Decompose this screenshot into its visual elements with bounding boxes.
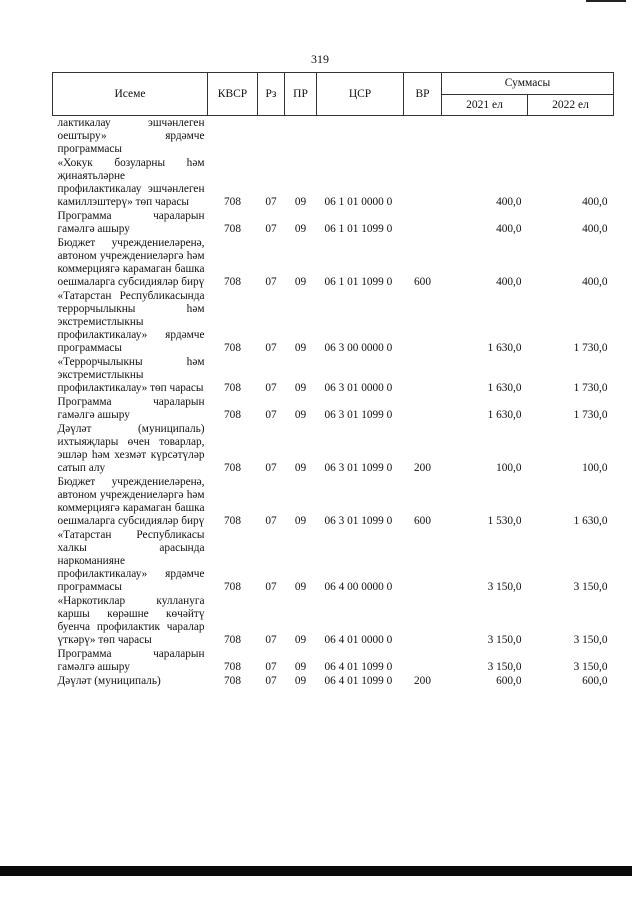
row-name: «Татарстан Республикасында террорчылыкны һәм экстремистлыкны профилактикалау» ярдәмче программасы (57, 290, 205, 354)
row-kvsr: 708 (224, 223, 241, 235)
row-vr: 600 (414, 276, 431, 288)
row-name: Бюджет учреждениеләренә, автоном учреждениеләргә һәм коммерциягә карамаган башка оешмаларга субсидияләр бирү (57, 476, 205, 527)
row-2022-sum: 100,0 (582, 462, 608, 474)
row-csr: 06 1 01 0000 0 (324, 196, 393, 208)
row-rz: 07 (265, 675, 277, 687)
table-row (53, 355, 614, 395)
scan-corner-mark (586, 0, 626, 2)
row-name: Программа чараларын гамәлгә ашыру (57, 648, 205, 673)
row-csr: 06 3 01 1099 0 (324, 462, 393, 474)
row-2021-sum: 600,0 (496, 675, 522, 687)
row-pr: 09 (294, 223, 307, 235)
row-kvsr: 708 (224, 382, 241, 394)
row-2021-sum: 400,0 (496, 223, 522, 235)
row-vr (404, 116, 442, 157)
row-2021-sum: 400,0 (496, 196, 522, 208)
table-row (53, 395, 614, 422)
row-2022-sum: 1 730,0 (573, 382, 608, 394)
row-pr: 09 (294, 515, 307, 527)
scan-bottom-bar (0, 866, 640, 876)
row-name: Программа чараларын гамәлгә ашыру (57, 396, 205, 421)
row-pr: 09 (294, 581, 307, 593)
row-vr (404, 594, 442, 647)
row-pr (285, 116, 317, 157)
row-pr: 09 (294, 634, 307, 646)
row-kvsr: 708 (224, 581, 241, 593)
row-rz: 07 (265, 223, 277, 235)
row-name: лактикалау эшчәнлеген оештыру» ярдәмче программасы (57, 117, 205, 155)
row-rz: 07 (265, 276, 277, 288)
row-2022-sum: 3 150,0 (573, 581, 608, 593)
row-csr: 06 3 01 1099 0 (324, 409, 393, 421)
table-header (53, 73, 614, 116)
row-rz: 07 (265, 196, 277, 208)
row-kvsr: 708 (224, 409, 241, 421)
row-2022-sum: 400,0 (582, 196, 608, 208)
row-2021-sum: 3 150,0 (487, 661, 522, 673)
table-row (53, 475, 614, 528)
table-body (53, 116, 614, 689)
header-csr: ЦСР (317, 73, 404, 116)
row-vr (404, 528, 442, 594)
table-row (53, 594, 614, 647)
row-rz: 07 (265, 342, 277, 354)
row-2021-sum: 3 150,0 (487, 581, 522, 593)
row-name: «Татарстан Республикасы халкы арасында наркоманияне профилактикалау» ярдәмче программасы (57, 529, 205, 593)
row-2021-sum: 1 630,0 (487, 382, 522, 394)
row-name: Дәүләт (муниципаль) (57, 675, 161, 687)
header-pr: ПР (285, 73, 317, 116)
table-row (53, 422, 614, 475)
row-pr: 09 (294, 409, 307, 421)
row-2021-sum: 100,0 (496, 462, 522, 474)
table-row (53, 289, 614, 355)
header-2022: 2022 ел (528, 95, 614, 116)
row-pr: 09 (294, 382, 307, 394)
table-row (53, 116, 614, 157)
row-2021-sum: 1 530,0 (487, 515, 522, 527)
row-vr: 200 (414, 675, 431, 687)
row-rz: 07 (265, 462, 277, 474)
row-kvsr: 708 (224, 634, 241, 646)
row-kvsr: 708 (224, 342, 241, 354)
row-2022-sum: 1 730,0 (573, 342, 608, 354)
row-2022-sum (528, 116, 614, 157)
row-name: Программа чараларын гамәлгә ашыру (57, 210, 205, 235)
row-2022-sum: 400,0 (582, 276, 608, 288)
table-row (53, 647, 614, 674)
row-kvsr: 708 (224, 661, 241, 673)
row-vr (404, 355, 442, 395)
row-csr: 06 3 01 0000 0 (324, 382, 393, 394)
row-vr: 600 (414, 515, 431, 527)
row-2022-sum: 3 150,0 (573, 661, 608, 673)
row-rz: 07 (265, 409, 277, 421)
row-pr: 09 (294, 661, 307, 673)
row-name: Дәүләт (муниципаль) ихтыяҗлары өчен товарлар, эшләр һәм хезмәт күрсәтүләр сатып алу (57, 423, 205, 474)
table-row (53, 674, 614, 688)
row-csr: 06 3 00 0000 0 (324, 342, 393, 354)
row-vr: 200 (414, 462, 431, 474)
row-name: Бюджет учреждениеләренә, автоном учреждениеләргә һәм коммерциягә карамаган башка оешмаларга субсидияләр бирү (57, 237, 205, 288)
table-row (53, 528, 614, 594)
row-vr (404, 156, 442, 209)
row-vr (404, 647, 442, 674)
row-csr: 06 1 01 1099 0 (324, 276, 393, 288)
row-2021-sum: 400,0 (496, 276, 522, 288)
header-sums: Суммасы (442, 73, 614, 95)
row-csr: 06 3 01 1099 0 (324, 515, 393, 527)
header-vr: ВР (404, 73, 442, 116)
scan-right-edge (632, 0, 640, 905)
row-csr: 06 4 01 1099 0 (324, 661, 393, 673)
row-name: «Хокук бозуларны һәм җинаятьләрне профилактикалау эшчәнлеген камиллэштерү» төп чарасы (57, 157, 205, 208)
header-name: Исеме (53, 73, 208, 116)
row-pr: 09 (294, 462, 307, 474)
row-pr: 09 (294, 342, 307, 354)
budget-table (52, 72, 614, 688)
row-rz: 07 (265, 382, 277, 394)
page-number: 319 (311, 52, 329, 66)
row-2022-sum: 600,0 (582, 675, 608, 687)
table-row (53, 209, 614, 236)
header-rz: Рз (258, 73, 285, 116)
row-pr: 09 (294, 675, 307, 687)
row-csr: 06 4 01 0000 0 (324, 634, 393, 646)
row-kvsr: 708 (224, 675, 241, 687)
row-kvsr: 708 (224, 515, 241, 527)
row-vr (404, 209, 442, 236)
row-rz: 07 (265, 661, 277, 673)
row-csr (317, 116, 404, 157)
row-pr: 09 (294, 276, 307, 288)
row-rz: 07 (265, 581, 277, 593)
row-kvsr (208, 116, 258, 157)
table-row (53, 236, 614, 289)
row-name: «Террорчылыкны һәм экстремистлыкны профилактикалау» төп чарасы (57, 356, 205, 394)
row-2021-sum (442, 116, 528, 157)
row-rz: 07 (265, 515, 277, 527)
header-2021: 2021 ел (442, 95, 528, 116)
row-2022-sum: 1 730,0 (573, 409, 608, 421)
row-2022-sum: 1 630,0 (573, 515, 608, 527)
row-name: «Наркотиклар куллануга каршы көрәшне көчәйтү буенча профилактик чаралар үткәрү» төп чарасы (57, 595, 205, 646)
row-vr (404, 395, 442, 422)
table-row (53, 156, 614, 209)
header-kvsr: КВСР (208, 73, 258, 116)
row-kvsr: 708 (224, 276, 241, 288)
row-2021-sum: 3 150,0 (487, 634, 522, 646)
row-kvsr: 708 (224, 462, 241, 474)
row-pr: 09 (294, 196, 307, 208)
row-rz (258, 116, 285, 157)
row-csr: 06 4 01 1099 0 (324, 675, 393, 687)
row-rz: 07 (265, 634, 277, 646)
row-2022-sum: 400,0 (582, 223, 608, 235)
row-2021-sum: 1 630,0 (487, 342, 522, 354)
row-2021-sum: 1 630,0 (487, 409, 522, 421)
row-kvsr: 708 (224, 196, 241, 208)
row-2022-sum: 3 150,0 (573, 634, 608, 646)
row-csr: 06 1 01 1099 0 (324, 223, 393, 235)
row-vr (404, 289, 442, 355)
row-csr: 06 4 00 0000 0 (324, 581, 393, 593)
